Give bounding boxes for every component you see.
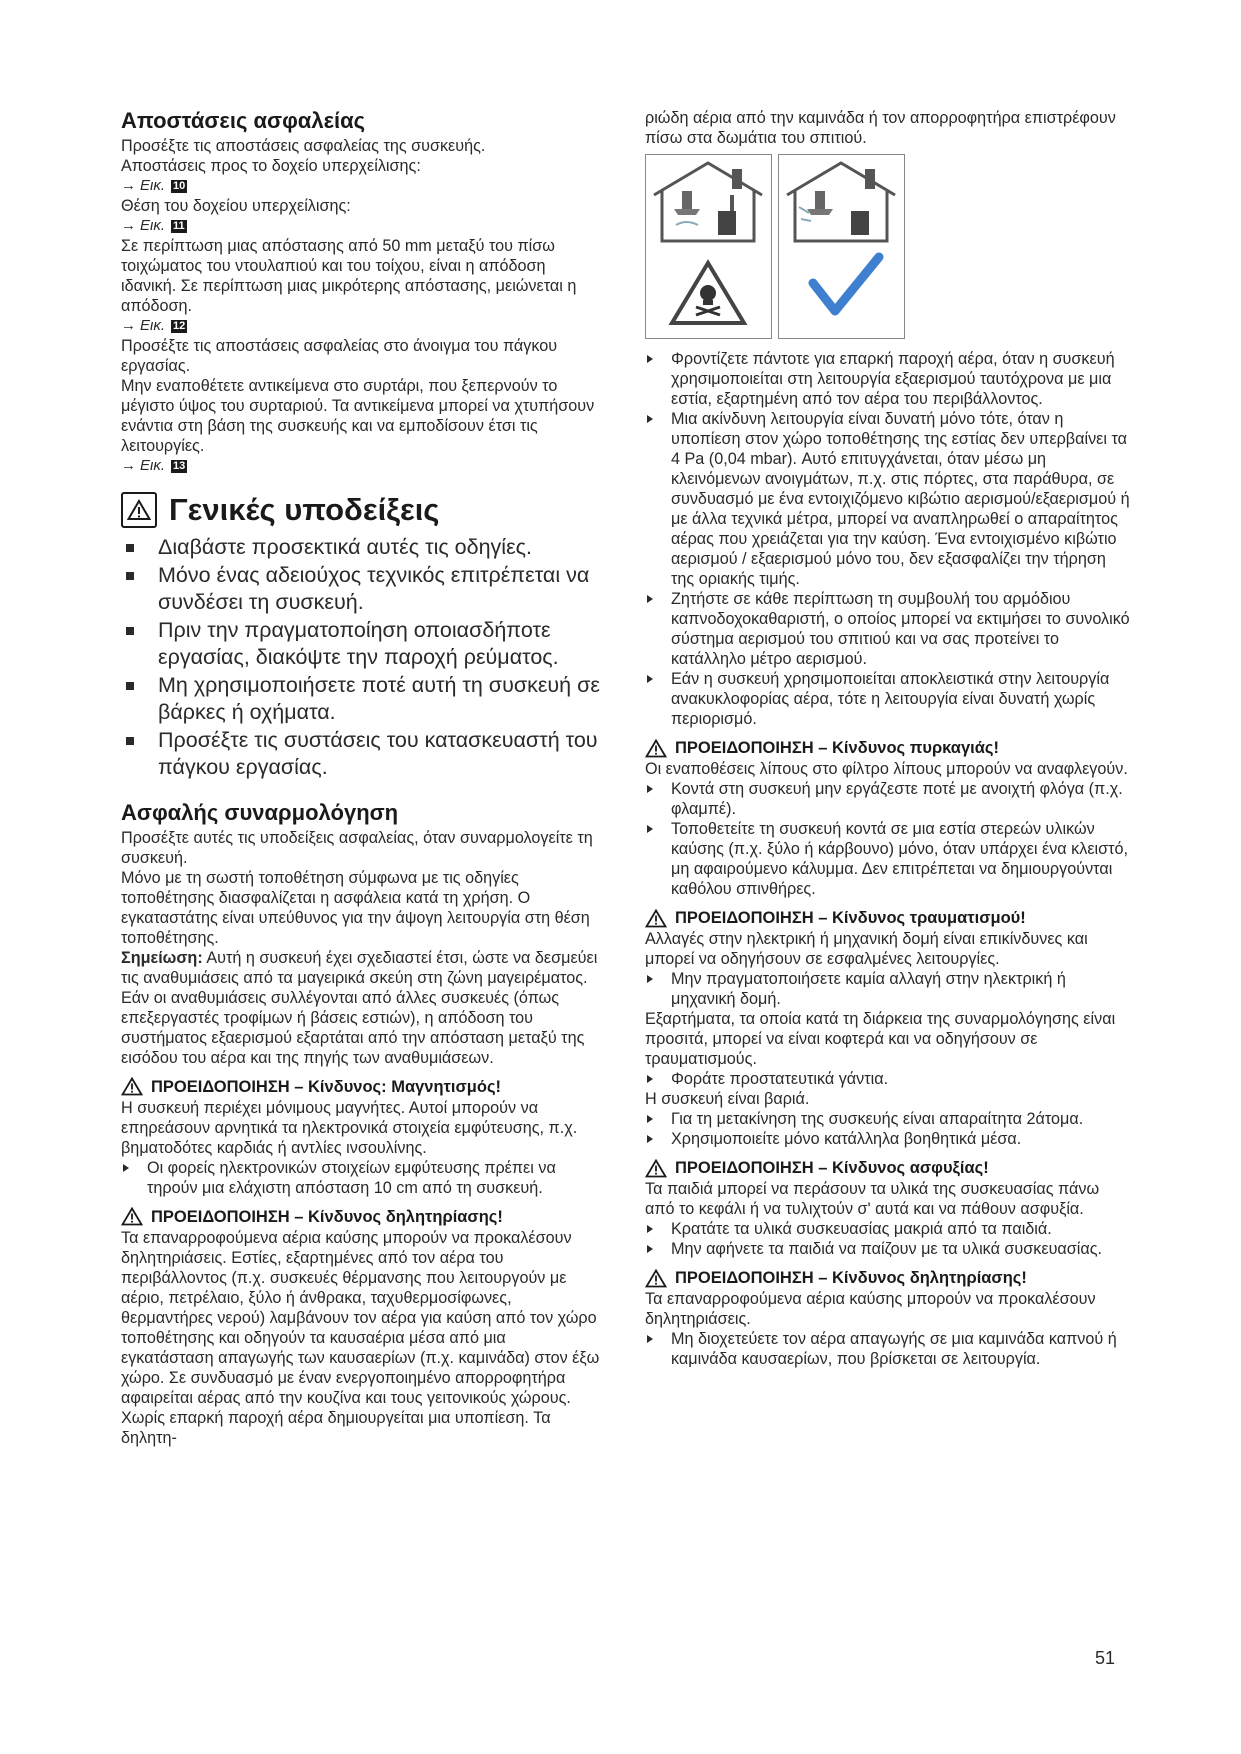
- list-item: Μη χρησιμοποιήσετε ποτέ αυτή τη συσκευή σε βάρκες ή οχήματα.: [121, 672, 601, 727]
- warning-poisoning-heading: ΠΡΟΕΙΔΟΠΟΙΗΣΗ – Κίνδυνος δηλητηρίασης!: [121, 1206, 601, 1228]
- paragraph: Σε περίπτωση μιας απόστασης από 50 mm μεταξύ του πίσω τοιχώματος του ντουλαπιού και του τοίχου, είναι η απόδοση ιδανική. Σε περίπτωση μιας μικρότερης απόστασης, μειώνεται η απόδοση.: [121, 237, 577, 315]
- figure-reference: → Εικ. 11: [121, 217, 185, 234]
- list-item: Τοποθετείτε τη συσκευή κοντά σε μια εστία στερεών υλικών καύσης (π.χ. ξύλο ή κάρβουνο) μόνο, όταν υπάρχει ένα κλειστό, μη αφαιρούμενο κάλυμμα. Δεν επιτρέπεται να δημιουργούνται καθόλου σπινθήρες.: [645, 819, 1130, 899]
- list-item: Μόνο ένας αδειούχος τεχνικός επιτρέπεται να συνδέσει τη συσκευή.: [121, 562, 601, 617]
- list-item: Ζητήστε σε κάθε περίπτωση τη συμβουλή του αρμόδιου καπνοδοχοκαθαριστή, ο οποίος μπορεί να εκτιμήσει το συνολικό σύστημα αερισμού του σπιτιού και να σας προτείνει το κατάλληλο μέτρο αερισμού.: [645, 589, 1130, 669]
- list-item: Κοντά στη συσκευή μην εργάζεστε ποτέ με ανοιχτή φλόγα (π.χ. φλαμπέ).: [645, 779, 1130, 819]
- warning-triangle-icon: [645, 739, 667, 758]
- warning-triangle-icon: [121, 1207, 143, 1226]
- paragraph: Αποστάσεις προς το δοχείο υπερχείλισης:: [121, 157, 421, 175]
- paragraph: Τα παιδιά μπορεί να περάσουν τα υλικά της συσκευασίας πάνω από το κεφάλι ή να τυλιχτούν σ' αυτά και να πάθουν ασφυξία.: [645, 1180, 1100, 1218]
- paragraph: Θέση του δοχείου υπερχείλισης:: [121, 197, 351, 215]
- warning-triangle-icon: [645, 1159, 667, 1178]
- warning-triangle-icon: [121, 1077, 143, 1096]
- suffocation-list: [645, 1219, 1130, 1259]
- paragraph: Μην εναποθέτετε αντικείμενα στο συρτάρι, που ξεπερνούν το μέγιστο ύψος του συρταριού. Τα αντικείμενα μπορεί να χτυπήσουν ενάντια στη βάση της συσκευής και να εμποδίσουν έτσι τις λειτουργίες.: [121, 377, 595, 455]
- warning-magnetism-heading: ΠΡΟΕΙΔΟΠΟΙΗΣΗ – Κίνδυνος: Μαγνητισμός!: [121, 1076, 601, 1098]
- paragraph: Τα επαναρροφούμενα αέρια καύσης μπορούν να προκαλέσουν δηλητηριάσεις.: [645, 1290, 1096, 1328]
- list-item: Πριν την πραγματοποίηση οποιασδήποτε εργασίας, διακόψτε την παροχή ρεύματος.: [121, 617, 601, 672]
- list-item: Εάν η συσκευή χρησιμοποιείται αποκλειστικά στην λειτουργία ανακυκλοφορίας αέρα, τότε η λειτουργία είναι δυνατή χωρίς περιορισμό.: [645, 669, 1130, 729]
- paragraph: ριώδη αέρια από την καμινάδα ή τον απορροφητήρα επιστρέφουν πίσω στα δωμάτια του σπιτιού.: [645, 109, 1116, 147]
- list-item: Χρησιμοποιείτε μόνο κατάλληλα βοηθητικά μέσα.: [645, 1129, 1130, 1149]
- air-supply-list: [645, 349, 1130, 729]
- figure-reference: → Εικ. 10: [121, 177, 186, 194]
- list-item: Φροντίζετε πάντοτε για επαρκή παροχή αέρα, όταν η συσκευή χρησιμοποιείται στη λειτουργία εξαερισμού ταυτόχρονα με μια εστία, εξαρτημένη από τον αέρα του περιβάλλοντος.: [645, 349, 1130, 409]
- paragraph: Εξαρτήματα, τα οποία κατά τη διάρκεια της συναρμολόγησης είναι προσιτά, μπορεί να είναι κοφτερά και να οδηγήσουν σε τραυματισμούς.: [645, 1010, 1116, 1068]
- safety-distances-heading: Αποστάσεις ασφαλείας: [121, 108, 366, 133]
- figure-number-badge: 13: [173, 460, 186, 472]
- left-column: [121, 108, 601, 1448]
- list-item: Μην αφήνετε τα παιδιά να παίζουν με τα υλικά συσκευασίας.: [645, 1239, 1130, 1259]
- list-item: Οι φορείς ηλεκτρονικών στοιχείων εμφύτευσης πρέπει να τηρούν μια ελάχιστη απόσταση 10 cm από τη συσκευή.: [121, 1158, 601, 1198]
- note-paragraph: Σημείωση: Αυτή η συσκευή έχει σχεδιαστεί έτσι, ώστε να δεσμεύει τις αναθυμιάσεις από τα μαγειρικά σκεύη στη ζώνη μαγειρέματος. Εάν οι αναθυμιάσεις συλλέγονται από άλλες συσκευές (όπως επεξεργαστές τροφίμων ή βάσεις εστιών), η απόδοση του συστήματος εξαερισμού εξαρτάται από την απόσταση μεταξύ της εισόδου του αέρα και της πηγής των αναθυμιάσεων.: [121, 948, 598, 1067]
- warning-fire-heading: ΠΡΟΕΙΔΟΠΟΙΗΣΗ – Κίνδυνος πυρκαγιάς!: [645, 737, 1130, 759]
- warning-triangle-icon: [645, 909, 667, 928]
- figure-danger: [645, 154, 772, 339]
- list-item: Διαβάστε προσεκτικά αυτές τις οδηγίες.: [121, 534, 601, 562]
- injury-list: [645, 1109, 1130, 1149]
- paragraph: Προσέξτε τις αποστάσεις ασφαλείας της συσκευής.: [121, 137, 486, 155]
- figure-number-badge: 10: [173, 180, 186, 192]
- figure-reference: → Εικ. 13: [121, 457, 186, 474]
- warning-injury-heading: ΠΡΟΕΙΔΟΠΟΙΗΣΗ – Κίνδυνος τραυματισμού!: [645, 907, 1130, 929]
- paragraph: Τα επαναρροφούμενα αέρια καύσης μπορούν να προκαλέσουν δηλητηριάσεις. Εστίες, εξαρτημένες από τον αέρα του περιβάλλοντος (π.χ. συσκευές θέρμανσης που λειτουργούν με αέριο, πετρέλαιο, ξύλο ή άνθρακα, ταχυθερμοσίφωνες, θερμαντήρες νερού) λαμβάνουν τον αέρα για καύση από τον χώρο τοποθέτησης και οδηγούν τα καυσαέρια μέσα από μια εγκατάσταση απαγωγής των καυσαερίων (π.χ. καμινάδα) στον έξω χώρο. Σε συνδυασμό με έναν ενεργοποιημένο απορροφητήρα αφαιρείται αέρας από την κουζίνα και τους γειτονικούς χώρους. Χωρίς επαρκή παροχή αέρα δημιουργείται μια υποπίεση. Τα δηλητη-: [121, 1228, 600, 1447]
- figure-number-badge: 12: [173, 320, 186, 332]
- right-column: [645, 108, 1130, 1369]
- page-number: 51: [1095, 1648, 1116, 1668]
- ventilation-figures: [645, 154, 1130, 339]
- list-item: Προσέξτε τις συστάσεις του κατασκευαστή του πάγκου εργασίας.: [121, 727, 601, 782]
- list-item: Για τη μετακίνηση της συσκευής είναι απαραίτητα 2άτομα.: [645, 1109, 1130, 1129]
- paragraph: Αλλαγές στην ηλεκτρική ή μηχανική δομή είναι επικίνδυνες και μπορεί να οδηγήσουν σε εσφαλμένες λειτουργίες.: [645, 930, 1088, 968]
- warning-triangle-icon: [645, 1269, 667, 1288]
- injury-list: [645, 1069, 1130, 1089]
- figure-number-badge: 11: [173, 220, 185, 232]
- poison-list: [645, 1329, 1130, 1369]
- list-item: Μην πραγματοποιήσετε καμία αλλαγή στην ηλεκτρική ή μηχανική δομή.: [645, 969, 1130, 1009]
- paragraph: Η συσκευή είναι βαριά.: [645, 1090, 810, 1108]
- injury-list: [645, 969, 1130, 1009]
- paragraph: Οι εναποθέσεις λίπους στο φίλτρο λίπους μπορούν να αναφλεγούν.: [645, 760, 1128, 778]
- warning-suffocation-heading: ΠΡΟΕΙΔΟΠΟΙΗΣΗ – Κίνδυνος ασφυξίας!: [645, 1157, 1130, 1179]
- paragraph: Η συσκευή περιέχει μόνιμους μαγνήτες. Αυτοί μπορούν να επηρεάσουν αρνητικά τα ηλεκτρονικά στοιχεία εμφύτευσης, π.χ. βηματοδότες καρδιάς ή αντλίες ινσουλίνης.: [121, 1098, 578, 1157]
- list-item: Μη διοχετεύετε τον αέρα απαγωγής σε μια καμινάδα καπνού ή καμινάδα καυσαερίων, που βρίσκεται σε λειτουργία.: [645, 1329, 1130, 1369]
- safe-installation-heading: Ασφαλής συναρμολόγηση: [121, 799, 399, 825]
- fire-list: [645, 779, 1130, 899]
- list-item: Φοράτε προστατευτικά γάντια.: [645, 1069, 1130, 1089]
- list-item: Κρατάτε τα υλικά συσκευασίας μακριά από τα παιδιά.: [645, 1219, 1130, 1239]
- paragraph: Μόνο με τη σωστή τοποθέτηση σύμφωνα με τις οδηγίες τοποθέτησης διασφαλίζεται η ασφάλεια κατά τη χρήση. Ο εγκαταστάτης είναι υπεύθυνος για την άψογη λειτουργία στη θέση τοποθέτησης.: [121, 868, 590, 947]
- magnet-list: [121, 1158, 601, 1198]
- figure-ok: [778, 154, 905, 339]
- warning-triangle-icon: [121, 492, 157, 528]
- figure-reference: → Εικ. 12: [121, 317, 186, 334]
- paragraph: Προσέξτε αυτές τις υποδείξεις ασφαλείας, όταν συναρμολογείτε τη συσκευή.: [121, 828, 593, 867]
- list-item: Μια ακίνδυνη λειτουργία είναι δυνατή μόνο τότε, όταν η υποπίεση στον χώρο τοποθέτησης της εστίας δεν υπερβαίνει τα 4 Pa (0,04 mbar). Αυτό επιτυγχάνεται, όταν μέσω μη κλεινόμενων ανοιγμάτων, π.χ. στις πόρτες, στα παράθυρα, σε συνδυασμό με ένα εντοιχιζόμενο κιβώτιο αερισμού/εξαερισμού ή με άλλα τεχνικά μέτρα, μπορεί να αναπληρωθεί ο απαραίτητος αέρας που χρειάζεται για την καύση. Ένα εντοιχισμένο κιβώτιο αερισμού / εξαερισμού μόνο του, δεν εξασφαλίζει την τήρηση της οριακής τιμής.: [645, 409, 1130, 589]
- paragraph: Προσέξτε τις αποστάσεις ασφαλείας στο άνοιγμα του πάγκου εργασίας.: [121, 337, 558, 375]
- warning-poisoning-heading: ΠΡΟΕΙΔΟΠΟΙΗΣΗ – Κίνδυνος δηλητηρίασης!: [645, 1267, 1130, 1289]
- general-notes-list: [121, 534, 601, 782]
- general-notes-heading: Γενικές υποδείξεις: [121, 492, 601, 528]
